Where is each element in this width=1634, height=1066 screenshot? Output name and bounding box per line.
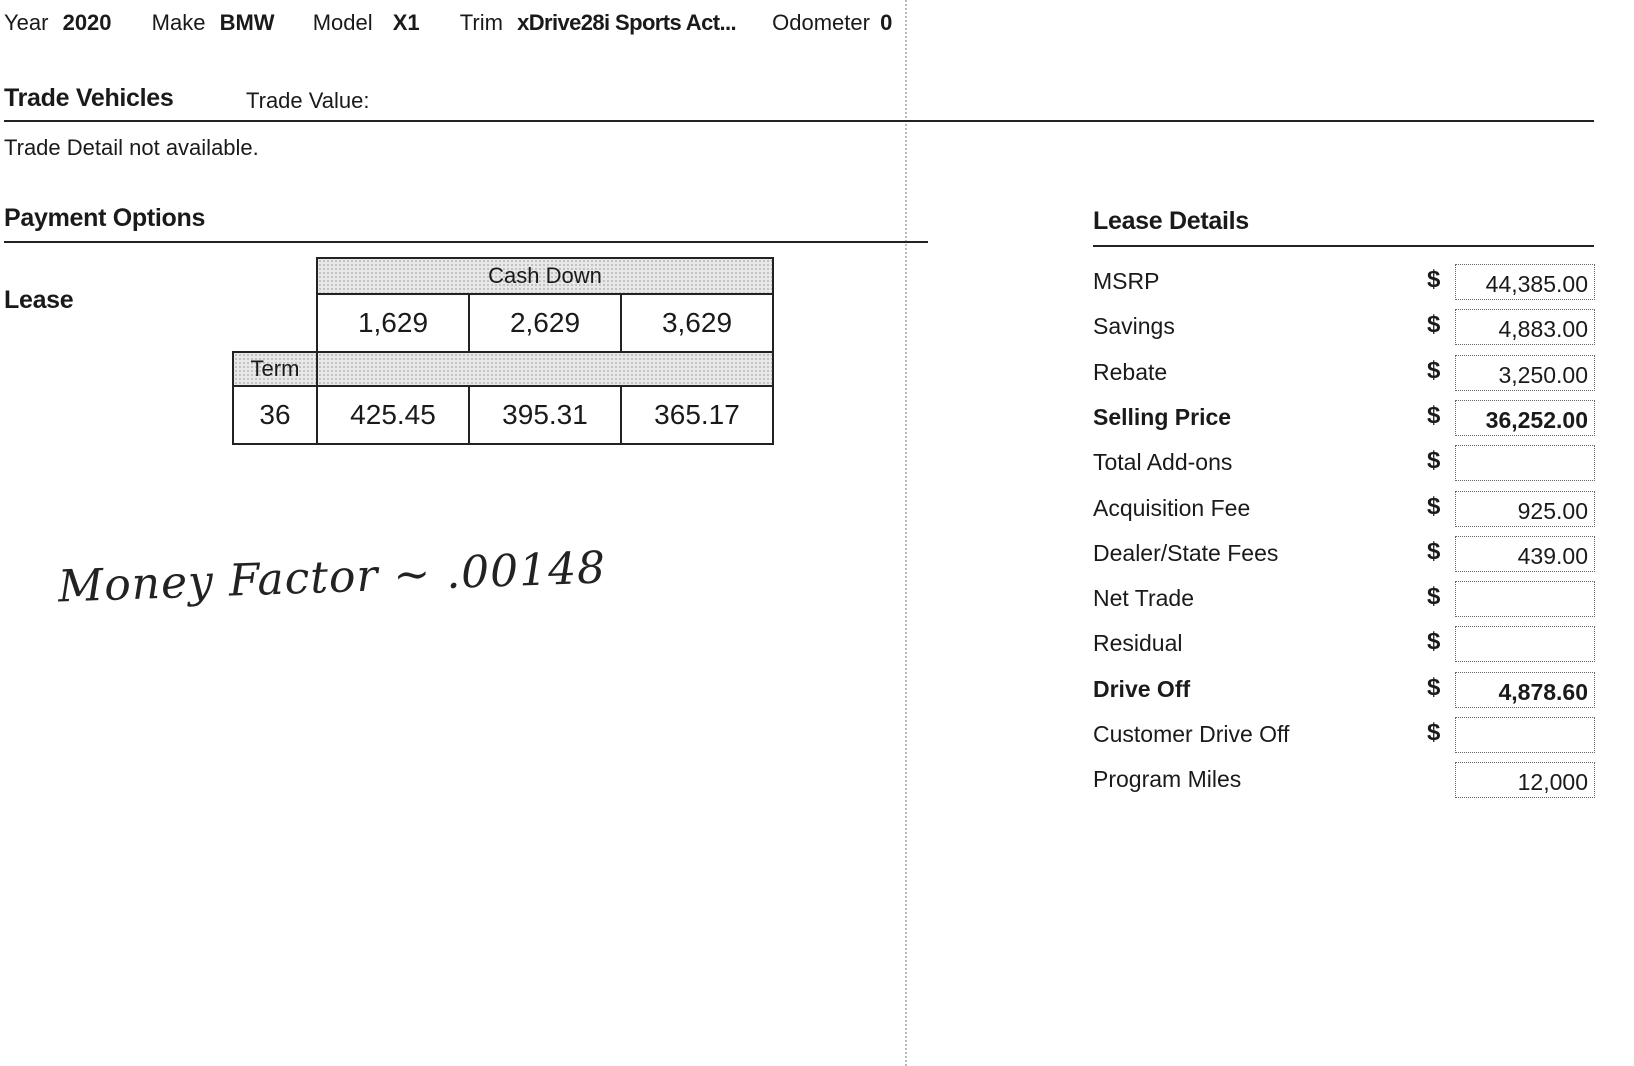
dollar-sign: $ xyxy=(1427,719,1441,746)
cash-down-option[interactable]: 1,629 xyxy=(317,294,469,352)
lease-detail-row xyxy=(1093,760,1603,800)
monthly-payment[interactable]: 425.45 xyxy=(317,386,469,444)
lease-detail-row xyxy=(1093,624,1603,664)
cash-down-option[interactable]: 2,629 xyxy=(469,294,621,352)
lease-detail-label: Rebate xyxy=(1093,359,1168,385)
lease-detail-row xyxy=(1093,443,1603,483)
monthly-payment[interactable]: 365.17 xyxy=(621,386,773,444)
dollar-sign: $ xyxy=(1427,357,1441,384)
make-value: BMW xyxy=(219,10,275,35)
lease-detail-label: Drive Off xyxy=(1093,676,1191,702)
lease-detail-row xyxy=(1093,489,1603,529)
dollar-sign: $ xyxy=(1427,628,1441,655)
odometer-label: Odometer xyxy=(772,10,870,35)
lease-details-divider xyxy=(1093,245,1594,247)
lease-detail-label: Customer Drive Off xyxy=(1093,721,1290,747)
lease-detail-value-box[interactable]: 4,883.00 xyxy=(1455,309,1595,345)
payment-options-title: Payment Options xyxy=(4,204,206,232)
lease-detail-label: Selling Price xyxy=(1093,404,1232,430)
lease-detail-label: Dealer/State Fees xyxy=(1093,540,1279,566)
lease-detail-value-box[interactable] xyxy=(1455,626,1595,662)
lease-detail-value-box[interactable]: 925.00 xyxy=(1455,491,1595,527)
dollar-sign: $ xyxy=(1427,266,1441,293)
dollar-sign: $ xyxy=(1427,493,1441,520)
dollar-sign: $ xyxy=(1427,583,1441,610)
make-label: Make xyxy=(151,10,206,35)
trade-divider xyxy=(4,120,1594,122)
term-header: Term xyxy=(233,352,317,386)
lease-detail-label: Program Miles xyxy=(1093,766,1242,792)
lease-detail-label: Net Trade xyxy=(1093,585,1194,611)
lease-detail-row xyxy=(1093,398,1603,438)
lease-detail-row xyxy=(1093,262,1603,302)
lease-detail-value-box[interactable]: 44,385.00 xyxy=(1455,264,1595,300)
lease-detail-value-box[interactable] xyxy=(1455,445,1595,481)
lease-detail-value-box[interactable] xyxy=(1455,717,1595,753)
dollar-sign: $ xyxy=(1427,402,1441,429)
cash-down-header: Cash Down xyxy=(317,258,773,294)
trim-value: xDrive28i Sports Act... xyxy=(517,10,736,35)
lease-detail-label: Total Add-ons xyxy=(1093,449,1233,475)
year-value: 2020 xyxy=(62,10,112,35)
lease-detail-row xyxy=(1093,670,1603,710)
trade-value-label: Trade Value: xyxy=(246,88,370,113)
lease-detail-row xyxy=(1093,353,1603,393)
lease-detail-value-box[interactable] xyxy=(1455,581,1595,617)
lease-detail-label: MSRP xyxy=(1093,268,1160,294)
model-value: X1 xyxy=(392,10,420,35)
lease-label: Lease xyxy=(4,286,74,314)
odometer-value: 0 xyxy=(880,10,893,35)
term-value: 36 xyxy=(233,386,317,444)
lease-detail-row xyxy=(1093,715,1603,755)
trade-vehicles-title: Trade Vehicles xyxy=(4,84,174,112)
payment-options-divider xyxy=(4,241,928,243)
lease-detail-value-box[interactable]: 4,878.60 xyxy=(1455,672,1595,708)
table-blank-cell xyxy=(233,294,317,352)
year-label: Year xyxy=(4,10,49,35)
dollar-sign: $ xyxy=(1427,538,1441,565)
trade-detail-text: Trade Detail not available. xyxy=(4,135,259,160)
monthly-payment[interactable]: 395.31 xyxy=(469,386,621,444)
model-label: Model xyxy=(312,10,373,35)
handwritten-money-factor-note: Money Factor ~ .00148 xyxy=(57,542,607,613)
lease-detail-row xyxy=(1093,579,1603,619)
lease-detail-label: Residual xyxy=(1093,630,1183,656)
lease-detail-label: Acquisition Fee xyxy=(1093,495,1251,521)
lease-detail-value-box[interactable]: 12,000 xyxy=(1455,762,1595,798)
trim-label: Trim xyxy=(459,10,503,35)
lease-detail-row xyxy=(1093,534,1603,574)
vehicle-info xyxy=(4,10,892,36)
lease-payment-table xyxy=(232,257,774,445)
dollar-sign: $ xyxy=(1427,447,1441,474)
lease-detail-row xyxy=(1093,307,1603,347)
dollar-sign: $ xyxy=(1427,674,1441,701)
lease-detail-value-box[interactable]: 439.00 xyxy=(1455,536,1595,572)
lease-detail-value-box[interactable]: 36,252.00 xyxy=(1455,400,1595,436)
term-header-fill xyxy=(317,352,773,386)
lease-detail-label: Savings xyxy=(1093,313,1175,339)
page-divider xyxy=(905,0,907,1066)
dollar-sign: $ xyxy=(1427,311,1441,338)
cash-down-option[interactable]: 3,629 xyxy=(621,294,773,352)
table-corner-blank xyxy=(233,258,317,294)
lease-details-title: Lease Details xyxy=(1093,207,1249,235)
lease-detail-value-box[interactable]: 3,250.00 xyxy=(1455,355,1595,391)
